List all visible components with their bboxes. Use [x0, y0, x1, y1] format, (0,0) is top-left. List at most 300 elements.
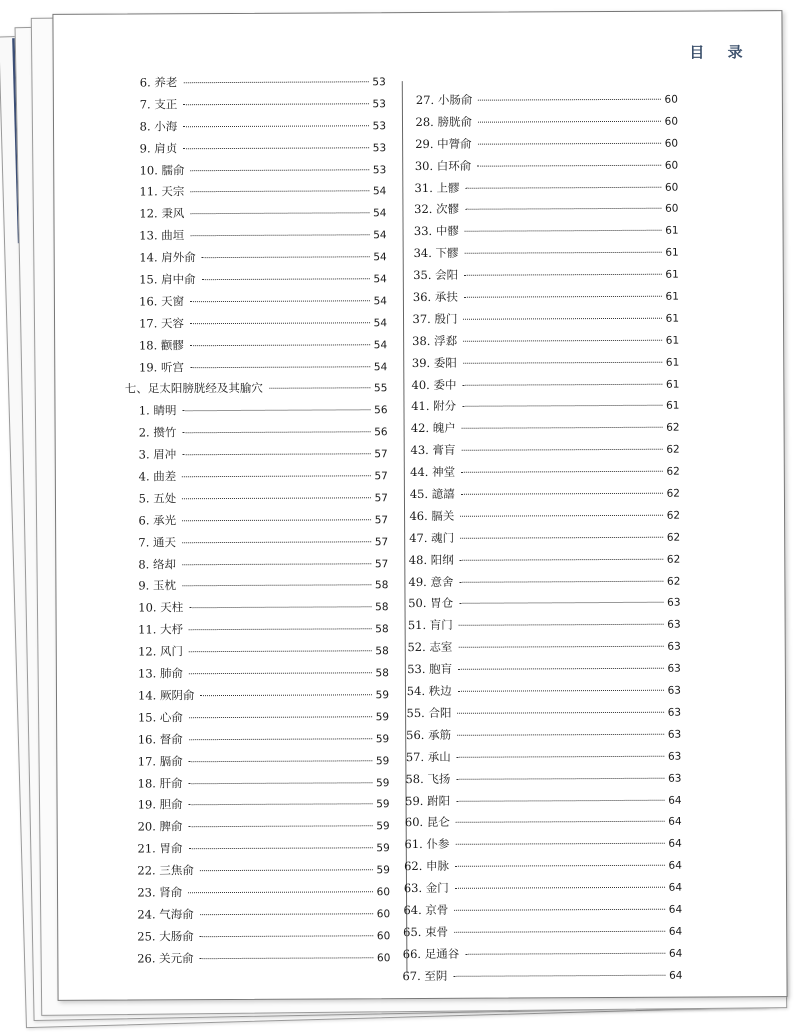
toc-entry — [125, 270, 387, 293]
toc-entry-label: 12. 风门 — [138, 644, 184, 659]
toc-entry-page-number: 64 — [668, 903, 683, 916]
dot-leader — [188, 891, 372, 893]
toc-entry — [414, 222, 679, 245]
toc-entry-label: 5. 五处 — [138, 491, 177, 506]
toc-entry-page-number: 64 — [668, 794, 682, 807]
toc-entry — [124, 533, 388, 556]
toc-entry-label: 28. 膀胱俞 — [415, 114, 472, 129]
toc-entry-label: 2. 攒竹 — [138, 425, 177, 440]
dot-leader — [463, 361, 662, 363]
toc-entry-label: 9. 肩贞 — [139, 140, 178, 156]
dot-leader — [182, 410, 370, 412]
toc-entry — [123, 839, 389, 862]
toc-entry-page-number: 56 — [374, 404, 388, 417]
dot-leader — [189, 826, 373, 828]
toc-entry-page-number: 53 — [372, 119, 387, 133]
toc-entry-label: 49. 意舍 — [408, 574, 454, 589]
toc-entry — [124, 664, 389, 687]
toc-entry — [411, 375, 679, 398]
toc-entry — [412, 353, 680, 376]
toc-entry-page-number: 54 — [373, 229, 387, 242]
toc-entry-page-number: 62 — [666, 531, 681, 544]
dot-leader — [459, 602, 663, 604]
toc-entry-label: 4. 曲差 — [138, 469, 177, 484]
toc-entry — [124, 774, 390, 797]
toc-entry — [404, 879, 682, 902]
toc-entry-page-number: 62 — [666, 575, 681, 588]
toc-entry — [405, 769, 681, 792]
toc-entry-page-number: 57 — [374, 448, 388, 461]
toc-entry — [124, 796, 390, 819]
toc-entry-label: 57. 承山 — [405, 749, 451, 764]
toc-entry — [402, 966, 682, 989]
dot-leader — [189, 607, 371, 609]
toc-entry — [415, 134, 678, 157]
toc-entry-label: 43. 膏肓 — [410, 443, 456, 458]
toc-entry-label: 47. 魂门 — [409, 530, 455, 545]
toc-entry-label: 62. 申脉 — [404, 859, 450, 874]
toc-entry-page-number: 61 — [665, 312, 680, 325]
toc-entry-label: 41. 附分 — [411, 399, 457, 414]
toc-entry-label: 45. 譩譆 — [409, 486, 455, 502]
toc-entry — [408, 572, 680, 595]
toc-entry-page-number: 64 — [668, 837, 682, 850]
toc-entry — [125, 336, 387, 359]
toc-entry-page-number: 63 — [667, 750, 682, 763]
dot-leader — [459, 624, 663, 626]
toc-entry-page-number: 60 — [376, 951, 391, 964]
toc-entry-label: 46. 膈关 — [409, 508, 455, 523]
toc-entry-label: 48. 阳纲 — [408, 552, 454, 567]
dot-leader — [200, 694, 371, 696]
toc-entry-page-number: 60 — [376, 929, 391, 942]
dot-leader — [190, 322, 370, 324]
toc-entry-page-number: 58 — [375, 667, 389, 680]
toc-entry-label: 56. 承筋 — [406, 727, 452, 742]
toc-entry — [403, 901, 682, 924]
dot-leader — [478, 99, 660, 101]
dot-leader — [182, 541, 371, 543]
dot-leader — [457, 734, 664, 736]
dot-leader — [461, 449, 662, 451]
toc-entry-page-number: 61 — [665, 378, 680, 391]
toc-entry-label: 12. 秉风 — [139, 206, 185, 221]
toc-entry — [125, 358, 387, 381]
dot-leader — [456, 821, 664, 823]
toc-entry — [408, 616, 681, 639]
toc-entry — [126, 95, 386, 118]
toc-entry-page-number: 62 — [666, 553, 681, 566]
dot-leader — [189, 629, 371, 631]
toc-entry-label: 七、足太阳膀胱经及其腧穴 — [124, 381, 263, 397]
toc-entry — [414, 244, 679, 267]
dot-leader — [190, 344, 370, 346]
toc-entry-page-number: 59 — [375, 689, 390, 702]
toc-entry-page-number: 54 — [373, 273, 387, 286]
toc-entry — [123, 883, 390, 906]
toc-entry — [126, 139, 387, 162]
toc-entry-label: 17. 天容 — [139, 316, 185, 331]
dot-leader — [189, 716, 372, 718]
dot-leader — [456, 777, 664, 779]
toc-entry-label: 37. 殷门 — [412, 311, 458, 326]
toc-entry-page-number: 63 — [667, 662, 681, 675]
toc-entry — [411, 419, 680, 442]
toc-entry — [412, 331, 679, 354]
toc-entry — [123, 905, 390, 928]
toc-entry-page-number: 64 — [668, 881, 683, 894]
toc-entry-label: 16. 天窗 — [139, 294, 185, 309]
toc-entry — [124, 599, 388, 622]
toc-entry-label: 63. 金门 — [403, 880, 449, 896]
toc-entry-page-number: 57 — [374, 492, 388, 505]
toc-entry-page-number: 62 — [666, 509, 681, 522]
toc-entry-page-number: 54 — [373, 360, 388, 373]
toc-entry — [414, 178, 678, 201]
toc-entry-page-number: 58 — [375, 601, 389, 614]
toc-entry-page-number: 60 — [664, 137, 679, 150]
dot-leader — [202, 278, 370, 280]
dot-leader — [189, 672, 372, 674]
toc-entry — [125, 205, 386, 228]
toc-entry-page-number: 60 — [664, 115, 679, 128]
dot-leader — [455, 865, 664, 867]
toc-entry-page-number: 61 — [666, 400, 680, 413]
toc-entry-label: 58. 飞扬 — [405, 771, 451, 786]
toc-entry — [410, 441, 679, 464]
toc-entry-page-number: 57 — [374, 535, 389, 548]
toc-entry-page-number: 60 — [664, 159, 679, 172]
toc-entry-page-number: 63 — [668, 772, 682, 785]
dot-leader — [465, 952, 665, 954]
toc-entry — [403, 922, 682, 945]
toc-entry — [123, 861, 390, 884]
toc-entry-label: 30. 白环俞 — [414, 158, 472, 173]
toc-entry-page-number: 64 — [668, 816, 682, 829]
toc-entry — [405, 791, 682, 814]
toc-page — [52, 10, 787, 1001]
toc-entry-page-number: 57 — [374, 557, 389, 570]
toc-entry-page-number: 54 — [373, 316, 388, 330]
toc-entry — [125, 292, 387, 315]
toc-entry-label: 59. 跗阳 — [405, 793, 451, 808]
page-header-title: 目 录 — [689, 43, 752, 62]
toc-entry — [125, 226, 386, 249]
toc-entry-label: 33. 中髎 — [413, 224, 459, 239]
toc-entry-page-number: 62 — [666, 487, 680, 500]
dot-leader — [200, 935, 373, 937]
toc-entry-label: 26. 关元俞 — [137, 950, 194, 966]
toc-entry-page-number: 61 — [665, 334, 680, 347]
toc-entry — [124, 708, 389, 731]
dot-leader — [189, 782, 372, 784]
toc-entry-page-number: 64 — [668, 859, 682, 872]
toc-entry-label: 23. 肾俞 — [137, 885, 183, 900]
toc-entry-label: 7. 通天 — [138, 534, 177, 550]
toc-entry — [412, 310, 679, 333]
toc-entry-label: 14. 厥阴俞 — [137, 688, 195, 703]
toc-entry — [124, 555, 388, 578]
toc-entry-page-number: 62 — [666, 465, 680, 478]
toc-entry-page-number: 59 — [376, 842, 390, 855]
toc-entry-page-number: 58 — [375, 579, 389, 592]
toc-entry-page-number: 61 — [665, 224, 679, 238]
dot-leader — [182, 432, 370, 434]
toc-entry — [415, 113, 678, 136]
toc-entry-page-number: 61 — [665, 356, 680, 369]
toc-entry — [123, 949, 390, 972]
toc-entry-label: 55. 合阳 — [406, 705, 452, 721]
toc-entry-page-number: 63 — [667, 640, 681, 653]
dot-leader — [183, 147, 368, 149]
toc-entry-label: 27. 小肠俞 — [415, 92, 473, 108]
toc-entry-label: 19. 听宫 — [138, 359, 184, 375]
toc-entry — [413, 288, 679, 311]
toc-entry-label: 22. 三焦俞 — [137, 863, 194, 878]
toc-entry-page-number: 59 — [376, 864, 390, 877]
dot-leader — [455, 887, 665, 889]
toc-entry-page-number: 61 — [665, 290, 679, 303]
dot-leader — [465, 186, 660, 188]
toc-entry-label: 61. 仆参 — [404, 837, 450, 852]
dot-leader — [190, 300, 369, 302]
dot-leader — [454, 909, 664, 911]
toc-entry-label: 18. 颧髎 — [138, 337, 184, 353]
dot-leader — [462, 383, 662, 385]
toc-entry-label: 7. 支正 — [139, 97, 178, 112]
toc-entry — [124, 752, 390, 775]
toc-entry — [125, 314, 387, 337]
toc-entry — [413, 266, 679, 289]
dot-leader — [464, 274, 661, 276]
toc-entry-page-number: 60 — [376, 886, 391, 899]
dot-leader — [453, 974, 665, 976]
dot-leader — [478, 143, 661, 145]
dot-leader — [460, 558, 663, 560]
toc-entry-page-number: 63 — [667, 619, 681, 632]
toc-entry — [125, 445, 388, 468]
dot-leader — [188, 847, 372, 849]
toc-entry — [126, 117, 387, 140]
toc-entry-label: 13. 肺俞 — [137, 666, 183, 681]
toc-entry-page-number: 54 — [373, 207, 387, 220]
toc-entry-label: 36. 承扶 — [412, 289, 458, 305]
toc-entry-page-number: 58 — [375, 623, 389, 636]
toc-entry-label: 21. 胃俞 — [137, 841, 183, 856]
toc-entry-page-number: 59 — [375, 754, 390, 767]
toc-entry — [126, 73, 386, 96]
toc-entry-label: 29. 中膂俞 — [415, 136, 472, 151]
dot-leader — [459, 580, 663, 582]
toc-right-column — [402, 91, 683, 990]
dot-leader — [457, 712, 663, 714]
dot-leader — [182, 475, 370, 477]
toc-entry — [125, 248, 387, 271]
toc-entry-page-number: 55 — [373, 382, 388, 395]
toc-entry-label: 44. 神堂 — [410, 464, 456, 480]
toc-entry-label: 31. 上髎 — [414, 180, 460, 195]
toc-entry-label: 16. 督俞 — [137, 731, 183, 747]
toc-entry-label: 17. 膈俞 — [137, 753, 183, 769]
toc-entry-label: 18. 肝俞 — [137, 775, 183, 790]
toc-entry — [408, 594, 680, 617]
toc-entry-label: 50. 胃仓 — [408, 596, 454, 611]
dot-leader — [269, 388, 370, 390]
dot-leader — [458, 646, 663, 648]
dot-leader — [182, 519, 371, 521]
toc-entry-label: 53. 胞肓 — [407, 661, 453, 677]
dot-leader — [454, 931, 665, 933]
dot-leader — [183, 103, 368, 105]
toc-entry — [125, 489, 389, 512]
toc-entry — [414, 200, 678, 223]
dot-leader — [456, 799, 664, 801]
toc-entry-page-number: 53 — [372, 76, 386, 89]
toc-entry-page-number: 54 — [372, 185, 387, 198]
toc-entry — [406, 747, 682, 770]
toc-entry — [126, 161, 387, 184]
toc-entry — [405, 813, 682, 836]
dot-leader — [190, 191, 369, 193]
toc-entry-page-number: 59 — [375, 732, 390, 745]
toc-entry-label: 40. 委中 — [411, 377, 457, 392]
dot-leader — [189, 650, 371, 652]
dot-leader — [478, 121, 661, 123]
dot-leader — [182, 497, 370, 499]
dot-leader — [465, 208, 661, 210]
toc-entry-page-number: 59 — [375, 710, 390, 724]
toc-entry-label: 10. 臑俞 — [139, 162, 185, 178]
toc-entry-page-number: 62 — [666, 421, 680, 435]
toc-entry-label: 6. 承光 — [138, 513, 177, 528]
toc-entry-label: 15. 肩中俞 — [139, 272, 196, 287]
toc-entry — [409, 550, 681, 573]
dot-leader — [458, 690, 664, 692]
dot-leader — [463, 340, 662, 342]
toc-entry — [124, 620, 389, 643]
toc-entry-page-number: 54 — [373, 338, 388, 351]
dot-leader — [183, 81, 368, 83]
toc-entry-label: 15. 心俞 — [137, 710, 183, 725]
dot-leader — [458, 668, 663, 670]
dot-leader — [190, 234, 369, 236]
toc-entry-page-number: 63 — [667, 706, 682, 719]
toc-entry — [123, 927, 390, 950]
toc-entry — [407, 682, 681, 705]
dot-leader — [190, 366, 370, 368]
dot-leader — [461, 493, 663, 495]
toc-entry-label: 39. 委阳 — [411, 355, 457, 370]
toc-entry-label: 3. 眉冲 — [138, 447, 177, 462]
toc-entry-label: 42. 魄户 — [410, 421, 456, 436]
toc-left-column — [126, 73, 391, 972]
dot-leader — [461, 471, 662, 473]
toc-entry-page-number: 59 — [376, 798, 390, 811]
dot-leader — [460, 537, 663, 539]
toc-entry-label: 14. 肩外俞 — [139, 250, 196, 265]
toc-entry — [409, 507, 680, 530]
toc-entry-label: 51. 肓门 — [407, 618, 453, 633]
toc-entry — [403, 944, 683, 967]
dot-leader — [457, 755, 664, 757]
toc-entry-label: 52. 志室 — [407, 640, 453, 655]
dot-leader — [455, 843, 664, 845]
toc-entry-page-number: 53 — [372, 141, 387, 154]
toc-entry — [124, 817, 390, 840]
dot-leader — [200, 913, 373, 915]
toc-entry-label: 67. 至阴 — [402, 968, 448, 983]
toc-entry-page-number: 60 — [664, 181, 679, 194]
toc-entry — [406, 704, 681, 727]
toc-entry-label: 65. 束骨 — [403, 924, 449, 939]
toc-entry — [411, 397, 679, 420]
toc-entry-label: 64. 京骨 — [403, 902, 449, 918]
toc-entry-label: 9. 玉枕 — [138, 578, 177, 593]
toc-entry-label: 34. 下髎 — [413, 246, 459, 261]
toc-entry-label: 13. 曲垣 — [139, 228, 185, 243]
toc-entry-label: 20. 脾俞 — [137, 819, 183, 834]
dot-leader — [464, 296, 662, 298]
dot-leader — [465, 230, 661, 232]
toc-entry-page-number: 64 — [668, 947, 683, 960]
toc-entry — [125, 183, 386, 206]
dot-leader — [182, 453, 370, 455]
toc-entry — [124, 686, 389, 709]
toc-entry-label: 35. 会阳 — [413, 267, 459, 283]
toc-entry-label: 10. 天柱 — [138, 600, 184, 615]
toc-entry-page-number: 64 — [668, 925, 683, 938]
dot-leader — [189, 760, 372, 762]
dot-leader — [463, 318, 661, 320]
toc-entry-page-number: 54 — [373, 295, 387, 308]
toc-entry-page-number: 63 — [667, 684, 682, 697]
toc-entry — [410, 463, 680, 486]
toc-entry-page-number: 62 — [666, 443, 680, 456]
dot-leader — [200, 957, 373, 959]
dot-leader — [462, 427, 662, 429]
toc-entry-label: 11. 天宗 — [139, 184, 185, 199]
toc-entry — [124, 577, 388, 600]
toc-entry-page-number: 63 — [667, 728, 682, 741]
toc-entry-page-number: 56 — [374, 426, 388, 439]
dot-leader — [477, 164, 661, 166]
toc-entry-label: 38. 浮郄 — [412, 333, 458, 348]
dot-leader — [190, 213, 369, 215]
toc-entry-page-number: 53 — [372, 163, 387, 176]
dot-leader — [191, 169, 369, 171]
dot-leader — [183, 125, 368, 127]
toc-entry — [415, 156, 679, 179]
toc-entry-page-number: 57 — [374, 513, 389, 527]
toc-entry-page-number: 59 — [376, 820, 390, 833]
toc-entry-page-number: 64 — [669, 969, 683, 982]
toc-entry — [416, 91, 678, 114]
dot-leader — [202, 256, 370, 258]
toc-entry-page-number: 61 — [665, 246, 679, 259]
toc-entry — [410, 485, 680, 508]
toc-entry-page-number: 58 — [375, 645, 389, 658]
toc-entry — [404, 857, 682, 880]
toc-entry-label: 11. 大杼 — [138, 622, 184, 637]
toc-entry-page-number: 54 — [373, 251, 387, 264]
toc-entry — [409, 528, 680, 551]
toc-entry-label: 8. 络却 — [138, 556, 176, 572]
toc-entry — [125, 402, 388, 425]
toc-entry-label: 24. 气海俞 — [137, 907, 194, 922]
toc-entry — [404, 835, 681, 858]
toc-entry-label: 32. 次髎 — [414, 202, 460, 217]
toc-entry-label: 54. 秩边 — [406, 683, 452, 699]
